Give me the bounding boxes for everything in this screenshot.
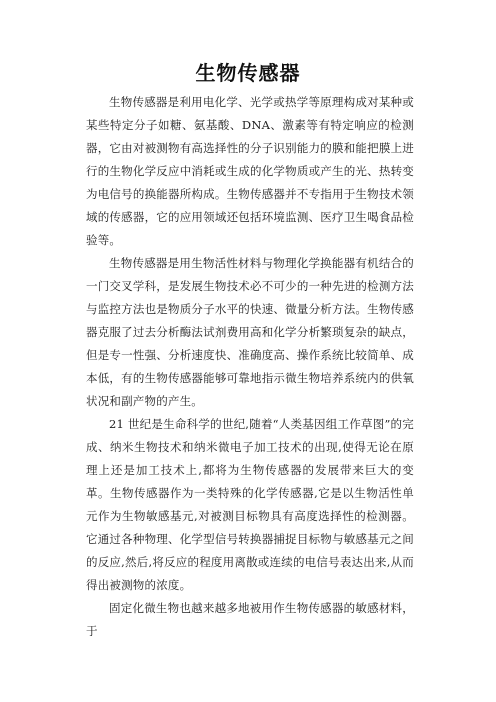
paragraph-4: 固定化微生物也越来越多地被用作生物传感器的敏感材料，于 xyxy=(86,601,414,638)
paragraph-1: 生物传感器是利用电化学、光学或热学等原理构成对某种或某些特定分子如糖、氨基酸、DNA、激素等有特定响应的检测器，它由对被测物有高选择性的分子识别能力的膜和能把膜上进行的生物化学反应中消耗或生成的化学物质或产生的光、热转变为电信号的换能器所构成。生物传感器并不专指用于生物技术领域的传感器，它的应用领域还包括环境监测、医疗卫生喝食品检验等。 xyxy=(86,95,414,247)
document-body xyxy=(86,91,414,643)
document-title: 生物传感器 xyxy=(195,61,301,85)
paragraph-2: 生物传感器是用生物活性材料与物理化学换能器有机结合的一门交叉学科，是发展生物技术必不可少的一种先进的检测方法与监控方法也是物质分子水平的快速、微量分析方法。生物传感器克服了过去分析酶法试剂费用高和化学分析繁琐复杂的缺点，但是专一性强、分析速度快、准确度高、操作系统比较简单、成本低，有的生物传感器能够可靠地指示微生物培养系统内的供氧状况和副产物的产生。 xyxy=(86,256,414,408)
paragraph-3: 21 世纪是生命科学的世纪,随着“人类基因组工作草图”的完成、纳米生物技术和纳米微电子加工技术的出现,使得无论在原理上还是加工技术上,都将为生物传感器的发展带来巨大的变革。生物传感器作为一类特殊的化学传感器,它是以生物活性单元作为生物敏感基元,对被测目标物具有高度选择性的检测器。它通过各种物理、化学型信号转换器捕捉目标物与敏感基元之间的反应,然后,将反应的程度用离散或连续的电信号表达出来,从而得出被测物的浓度。 xyxy=(86,417,414,592)
